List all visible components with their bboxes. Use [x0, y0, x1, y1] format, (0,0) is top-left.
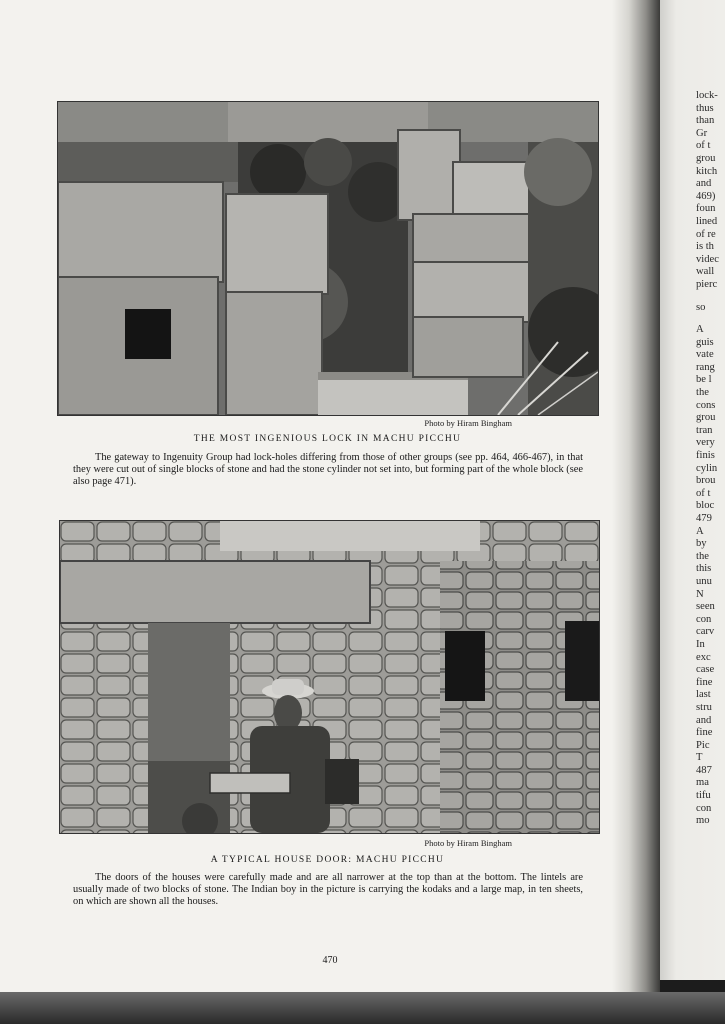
facing-page-fragment: lined: [696, 215, 718, 227]
book-gutter: [612, 0, 660, 992]
facing-page-fragment: very: [696, 437, 715, 449]
facing-page-fragment: of re: [696, 228, 716, 240]
facing-page-fragment: is th: [696, 241, 714, 253]
facing-page-fragment: tifu: [696, 790, 711, 802]
facing-page-fragment: wall: [696, 266, 715, 278]
facing-page-fragment: 469): [696, 190, 716, 202]
facing-page: [660, 0, 725, 980]
facing-page-fragment: foun: [696, 203, 716, 215]
facing-page-fragment: case: [696, 664, 715, 676]
facing-page-fragment: cons: [696, 399, 716, 411]
facing-page-fragment: unu: [696, 575, 712, 587]
facing-page-fragment: con: [696, 613, 712, 625]
facing-page-fragment: seen: [696, 601, 715, 613]
facing-page-fragment: 479: [696, 513, 712, 524]
facing-page-fragment: [696, 292, 725, 302]
facing-page-text: [696, 90, 725, 828]
facing-page-fragment: fine: [696, 727, 713, 739]
photo-caption: The doors of the houses were carefully made and are all narrower at the top than at the bottom. The lintels are usually made of two blocks of stone. The Indian boy in the picture is carrying the kodaks and a large map, in ten sheets, on which are shown all the houses.: [73, 872, 583, 907]
facing-page-fragment: videc: [696, 253, 719, 265]
house-door-photo: [59, 520, 600, 834]
photo-credit: Photo by Hiram Bingham: [424, 418, 512, 428]
facing-page-fragment: ma: [696, 777, 709, 789]
facing-page-fragment: In: [696, 638, 705, 650]
page-number: 470: [322, 955, 338, 966]
facing-page-fragment: A: [696, 324, 704, 336]
facing-page-fragment: mo: [696, 815, 710, 827]
lock-photo: [57, 101, 599, 416]
facing-page-fragment: of t: [696, 140, 711, 152]
facing-page-fragment: tran: [696, 424, 713, 436]
facing-page-fragment: Gr: [696, 127, 708, 139]
facing-page-fragment: lock-: [696, 90, 718, 101]
facing-page-fragment: exc: [696, 651, 711, 663]
facing-page-fragment: pierc: [696, 278, 718, 290]
page-bottom-edge: [0, 992, 725, 1024]
facing-page-fragment: brou: [696, 475, 716, 487]
facing-page-fragment: bloc: [696, 500, 715, 512]
facing-page-fragment: cylin: [696, 462, 718, 474]
facing-page-fragment: guis: [696, 336, 714, 348]
photo-title: A TYPICAL HOUSE DOOR: MACHU PICCHU: [210, 855, 445, 865]
facing-page-fragment: 487: [696, 764, 712, 776]
facing-page-fragment: Pic: [696, 739, 710, 751]
facing-page-fragment: the: [696, 550, 709, 562]
facing-page-fragment: vate: [696, 349, 714, 361]
facing-page-fragment: be l: [696, 374, 712, 386]
facing-page-fragment: last: [696, 689, 711, 701]
facing-page-fragment: carv: [696, 626, 715, 638]
facing-page-fragment: and: [696, 178, 712, 190]
facing-page-fragment: so: [696, 301, 706, 313]
facing-page-fragment: con: [696, 802, 712, 814]
facing-page-fragment: grou: [696, 412, 716, 424]
photo-caption: The gateway to Ingenuity Group had lock-holes differing from those of other groups (see pp. 464, 466-467), in that they were cut out of single blocks of stone and had the stone cylinder not set into, but forming part of the whole block (see also page 471).: [73, 452, 583, 487]
facing-page-fragment: T: [696, 752, 703, 764]
facing-page-fragment: thus: [696, 102, 714, 114]
facing-page-fragment: fine: [696, 676, 713, 688]
photo-title: THE MOST INGENIOUS LOCK IN MACHU PICCHU: [193, 434, 462, 444]
facing-page-fragment: of t: [696, 487, 711, 499]
facing-page-fragment: kitch: [696, 165, 718, 177]
facing-page-fragment: A: [696, 525, 704, 537]
photo-credit: Photo by Hiram Bingham: [424, 838, 512, 848]
facing-page-fragment: by: [696, 538, 707, 550]
facing-page-fragment: than: [696, 115, 715, 127]
facing-page-fragment: stru: [696, 701, 712, 713]
facing-page-fragment: rang: [696, 361, 715, 373]
facing-page-fragment: and: [696, 714, 712, 726]
facing-page-fragment: grou: [696, 152, 716, 164]
facing-page-fragment: this: [696, 563, 712, 575]
facing-page-fragment: the: [696, 387, 709, 399]
facing-page-fragment: finis: [696, 450, 715, 462]
facing-page-fragment: [696, 314, 725, 324]
facing-page-fragment: N: [696, 588, 704, 600]
